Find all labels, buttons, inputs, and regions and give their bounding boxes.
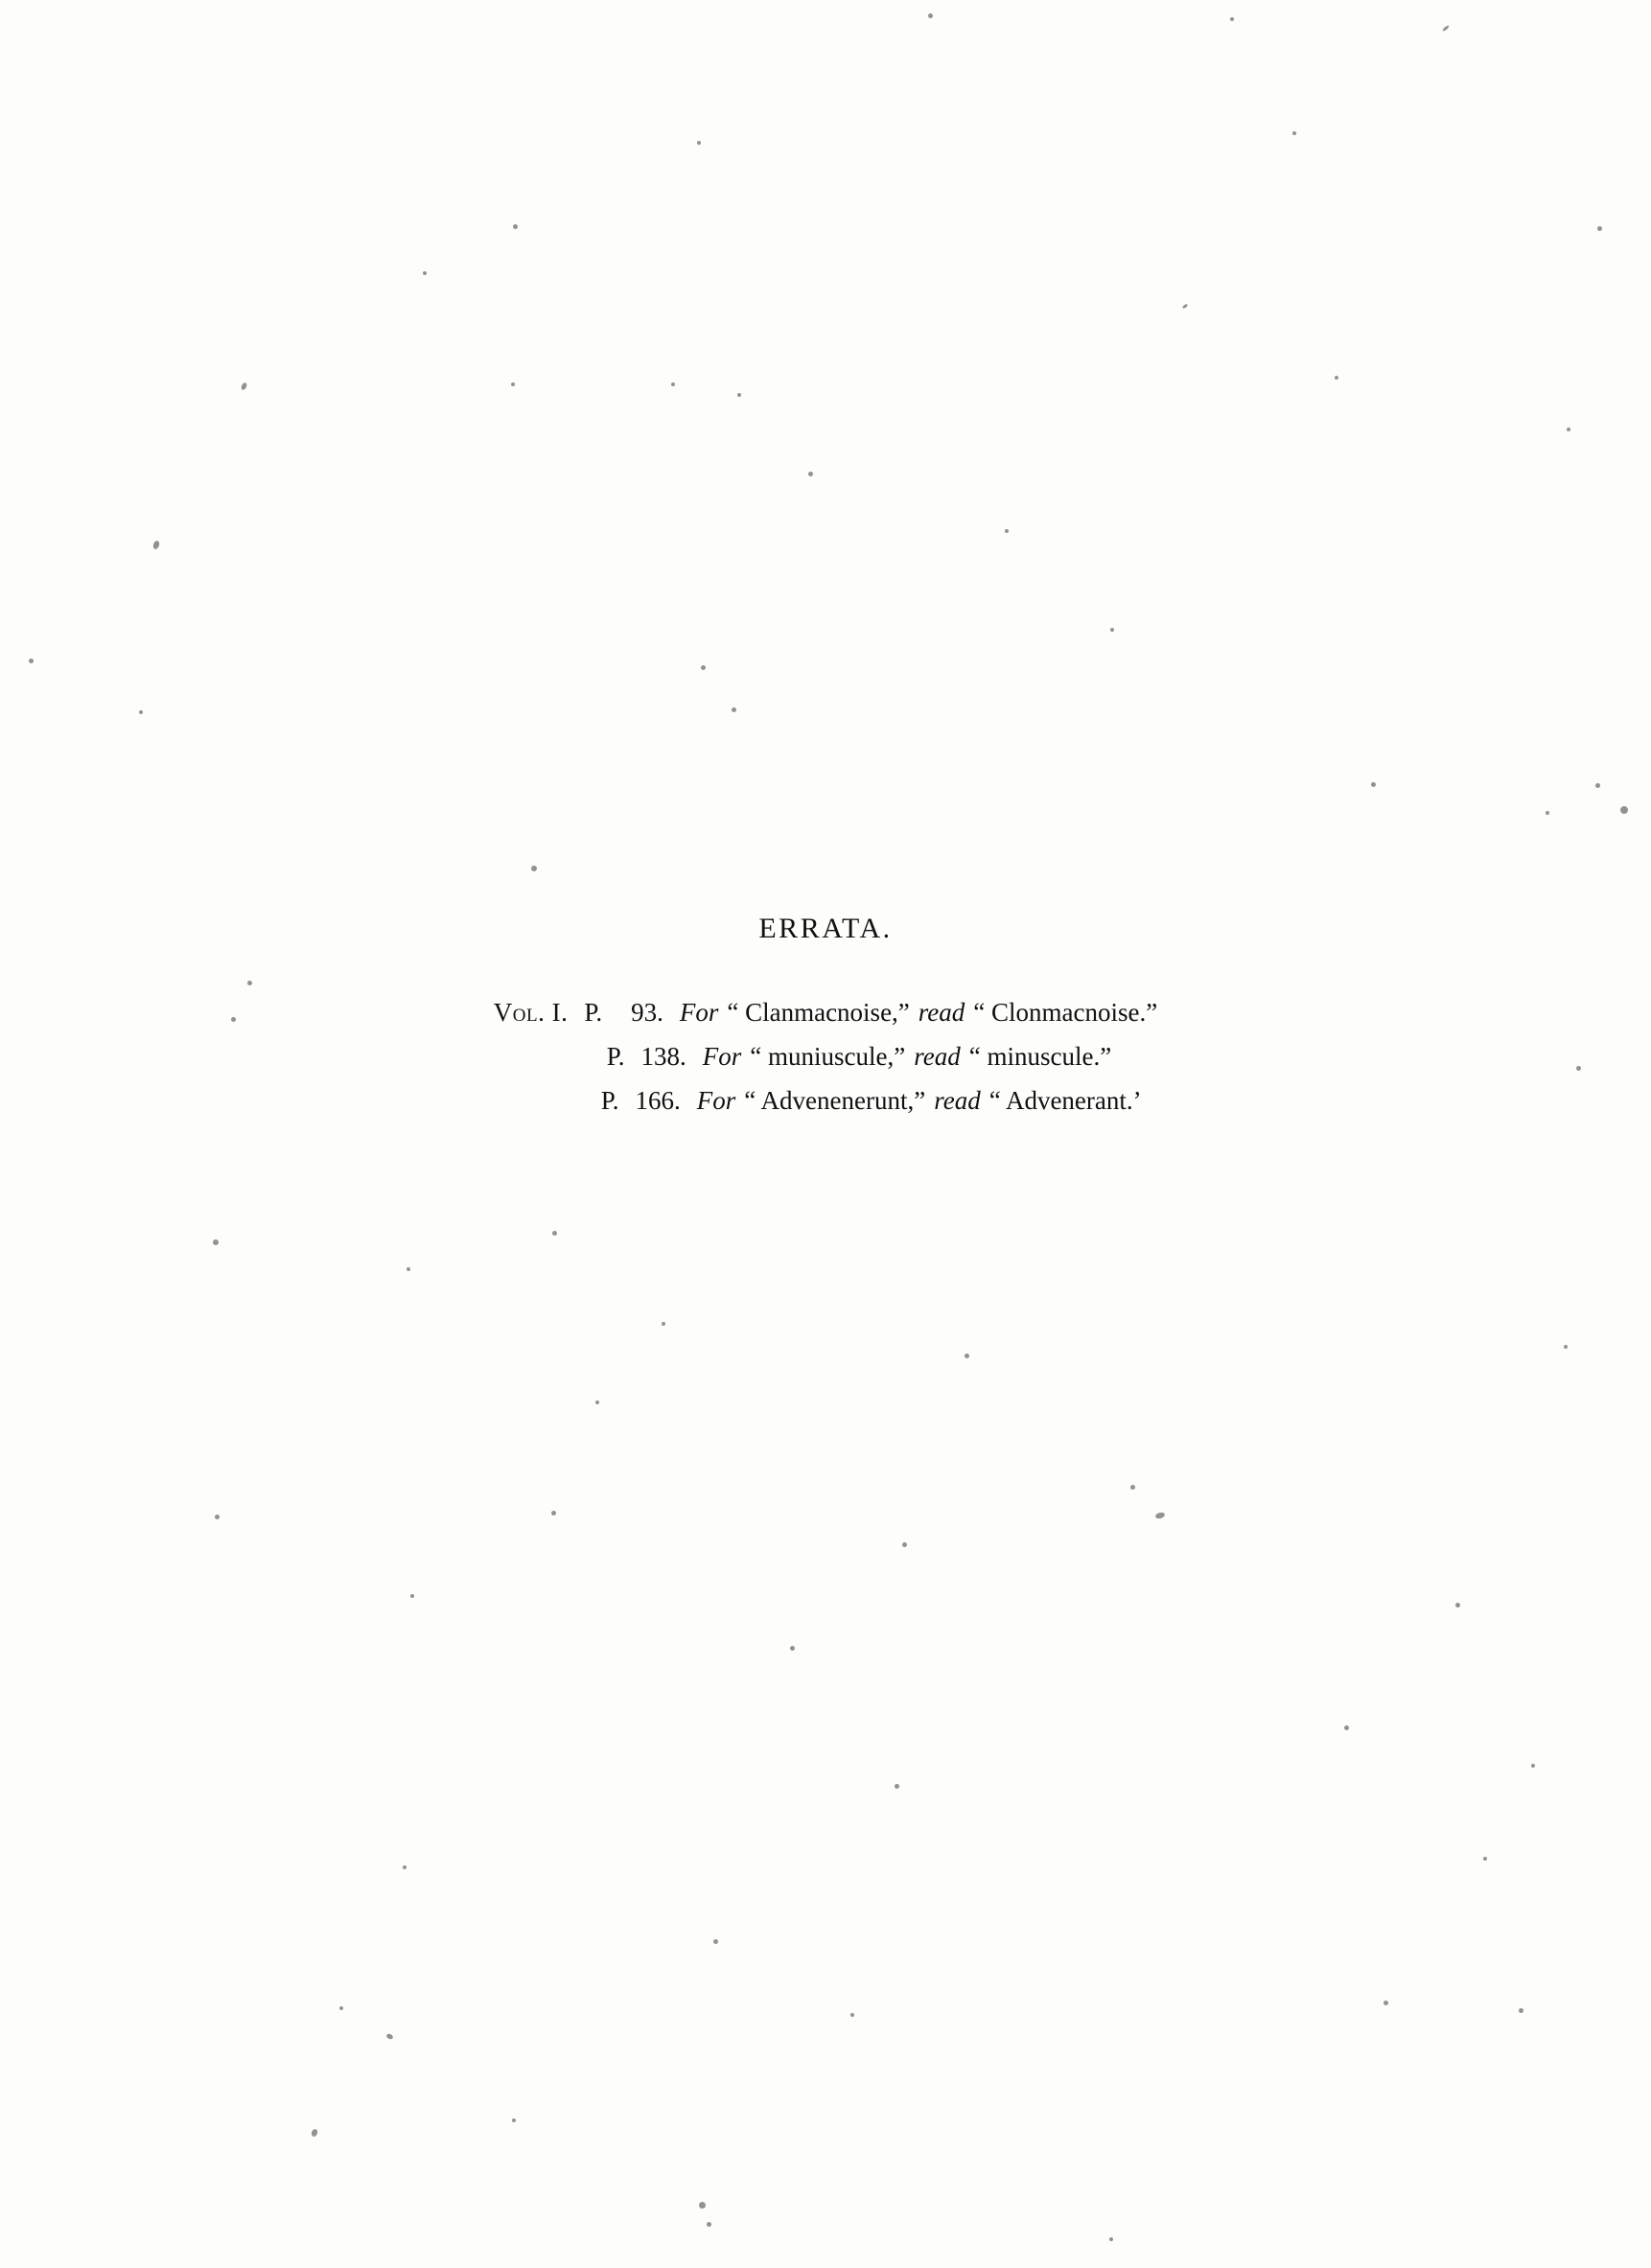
for-label: For <box>679 998 719 1027</box>
incorrect-text: “ Clanmacnoise,” <box>727 998 910 1027</box>
for-label: For <box>696 1085 736 1115</box>
incorrect-text: “ muniuscule,” <box>750 1041 906 1071</box>
page-label: P. <box>584 998 603 1027</box>
errata-list <box>494 991 1158 1123</box>
for-label: For <box>702 1041 742 1071</box>
page-number: 166. <box>635 1085 681 1115</box>
incorrect-text: “ Advenenerunt,” <box>744 1085 926 1115</box>
errata-entry <box>494 1079 1158 1123</box>
page-title: ERRATA. <box>758 913 893 944</box>
read-label: read <box>914 1041 961 1071</box>
errata-section <box>0 913 1651 1123</box>
errata-entry <box>494 991 1158 1035</box>
corrected-text: “ minuscule.” <box>968 1041 1112 1071</box>
page-number: 138. <box>640 1041 686 1071</box>
page-label: P. <box>606 1041 625 1071</box>
corrected-text: “ Advenerant.’ <box>988 1085 1142 1115</box>
read-label: read <box>934 1085 981 1115</box>
errata-entry <box>494 1035 1158 1079</box>
page-number: 93. <box>631 998 663 1027</box>
volume-label: Vol. I. <box>493 998 569 1027</box>
page-label: P. <box>600 1085 619 1115</box>
corrected-text: “ Clonmacnoise.” <box>973 998 1158 1027</box>
read-label: read <box>918 998 965 1027</box>
